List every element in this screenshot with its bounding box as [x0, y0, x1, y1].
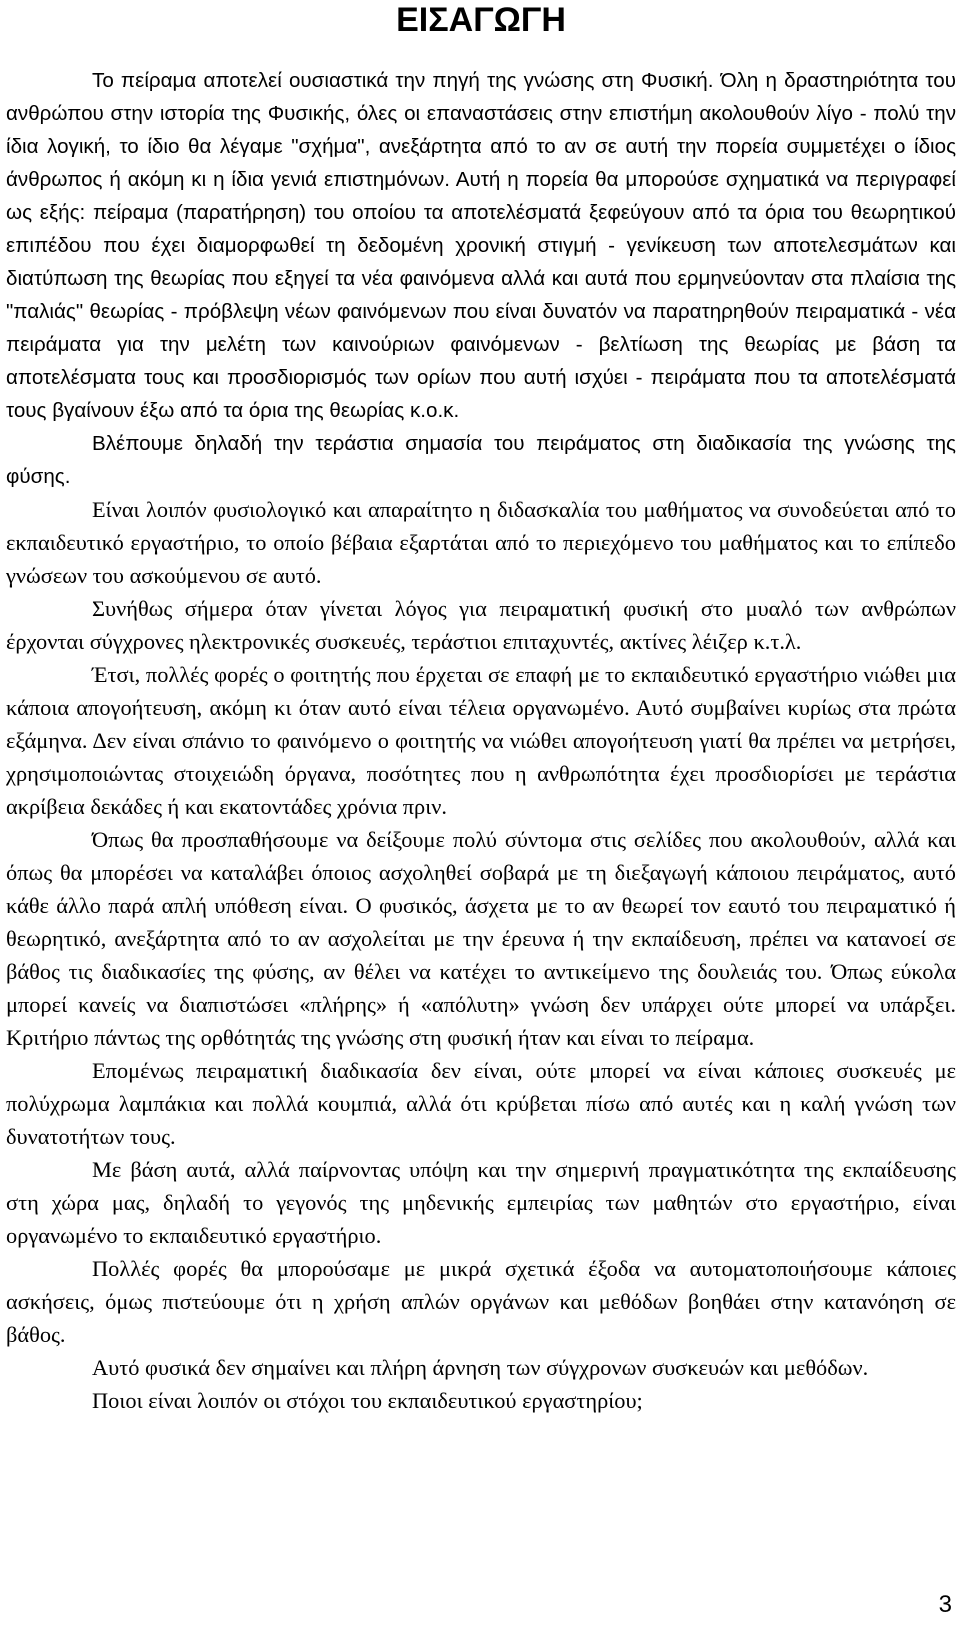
- paragraph: Έτσι, πολλές φορές ο φοιτητής που έρχεται σε επαφή με το εκπαιδευτικό εργαστήριο νιώθει μια κάποια απογοήτευση, ακόμη κι όταν αυτό είναι τέλεια οργανωμένο. Αυτό συμβαίνει κυρίως στα πρώτα εξάμηνα. Δεν είναι σπάνιο το φαινόμενο ο φοιτητής να νιώθει απογοήτευση γιατί θα πρέπει να μετρήσει, χρησιμοποιώντας στοιχειώδη όργανα, ποσότητες που η ανθρωπότητα έχει προσδιορίσει με τεράστια ακρίβεια δεκάδες ή και εκατοντάδες χρόνια πριν.: [6, 662, 956, 819]
- page-title: ΕΙΣΑΓΩΓΗ: [396, 1, 566, 39]
- paragraph: Αυτό φυσικά δεν σημαίνει και πλήρη άρνηση των σύγχρονων συσκευών και μεθόδων.: [92, 1355, 869, 1380]
- paragraph: Πολλές φορές θα μπορούσαμε με μικρά σχετικά έξοδα να αυτοματοποιήσουμε κάποιες ασκήσεις, όμως πιστεύουμε ότι η χρήση απλών οργάνων και μεθόδων βοηθάει στην κατανόηση σε βάθος.: [6, 1256, 956, 1347]
- paragraph: Με βάση αυτά, αλλά παίρνοντας υπόψη και την σημερινή πραγματικότητα της εκπαίδευσης στη χώρα μας, δηλαδή το γεγονός της μηδενικής εμπειρίας των μαθητών στο εργαστήριο, είναι οργανωμένο το εκπαιδευτικό εργαστήριο.: [6, 1157, 956, 1248]
- paragraph: Βλέπουμε δηλαδή την τεράστια σημασία του πειράματος στη διαδικασία της γνώσης της φύσης.: [6, 432, 956, 488]
- intro-section: [6, 64, 956, 493]
- paragraph: Συνήθως σήμερα όταν γίνεται λόγος για πειραματική φυσική στο μυαλό των ανθρώπων έρχονται σύγχρονες ηλεκτρονικές συσκευές, τεράστιοι επιταχυντές, ακτίνες λέιζερ κ.τ.λ.: [6, 596, 956, 654]
- paragraph: Είναι λοιπόν φυσιολογικό και απαραίτητο η διδασκαλία του μαθήματος να συνοδεύεται από το εκπαιδευτικό εργαστήριο, το οποίο βέβαια εξαρτάται από το περιεχόμενο του μαθήματος και το επίπεδο γνώσεων του ασκούμενου σε αυτό.: [6, 497, 956, 588]
- paragraph: Επομένως πειραματική διαδικασία δεν είναι, ούτε μπορεί να είναι κάποιες συσκευές με πολύχρωμα λαμπάκια και πολλά κουμπιά, αλλά ότι κρύβεται πίσω από αυτές και η καλή γνώση των δυνατοτήτων τους.: [6, 1058, 956, 1149]
- paragraph: Ποιοι είναι λοιπόν οι στόχοι του εκπαιδευτικού εργαστηρίου;: [92, 1388, 643, 1413]
- paragraph: Όπως θα προσπαθήσουμε να δείξουμε πολύ σύντομα στις σελίδες που ακολουθούν, αλλά και όπως θα μπορέσει να καταλάβει όποιος ασχοληθεί σοβαρά με τη διεξαγωγή κάποιου πειράματος, αυτό κάθε άλλο παρά απλή υπόθεση είναι. Ο φυσικός, άσχετα με το αν θεωρεί τον εαυτό του πειραματικό ή θεωρητικό, ανεξάρτητα από το αν ασχολείται με την έρευνα ή την εκπαίδευση, πρέπει να κατανοεί σε βάθος τις διαδικασίες της φύσης, αν θέλει να κατέχει το αντικείμενο της δουλειάς του. Όπως εύκολα μπορεί κανείς να διαπιστώσει «πλήρης» ή «απόλυτη» γνώση δεν υπάρχει ούτε μπορεί να υπάρξει. Κριτήριο πάντως της ορθότητάς της γνώσης στη φυσική ήταν και είναι το πείραμα.: [6, 827, 956, 1050]
- main-section: [6, 493, 956, 1417]
- document-page: [6, 0, 956, 1417]
- paragraph: Το πείραμα αποτελεί ουσιαστικά την πηγή της γνώσης στη Φυσική. Όλη η δραστηριότητα του ανθρώπου στην ιστορία της Φυσικής, όλες οι επαναστάσεις στην επιστήμη ακολουθούν λίγο - πολύ την ίδια λογική, το ίδιο θα λέγαμε "σχήμα", ανεξάρτητα από το αν σε αυτή την πορεία συμμετέχει ο ίδιος άνθρωπος ή ακόμη κι η ίδια γενιά επιστημόνων. Αυτή η πορεία θα μπορούσε σχηματικά να περιγραφεί ως εξής: πείραμα (παρατήρηση) του οποίου τα αποτελέσματά ξεφεύγουν από τα όρια του θεωρητικού επιπέδου που έχει διαμορφωθεί τη δεδομένη χρονική στιγμή - γενίκευση των αποτελεσμάτων και διατύπωση της θεωρίας που εξηγεί τα νέα φαινόμενα αλλά και αυτά που ερμηνεύονταν στα πλαίσια της "παλιάς" θεωρίας - πρόβλεψη νέων φαινόμενων που είναι δυνατόν να παρατηρηθούν πειραματικά - νέα πειράματα για την μελέτη των καινούριων φαινόμενων - βελτίωση της θεωρίας με βάση τα αποτελέσματα τους και προσδιορισμός των ορίων που αυτή ισχύει - πειράματα που τα αποτελέσματά τους βγαίνουν έξω από τα όρια της θεωρίας κ.ο.κ.: [6, 69, 956, 422]
- page-number: 3: [938, 1591, 952, 1618]
